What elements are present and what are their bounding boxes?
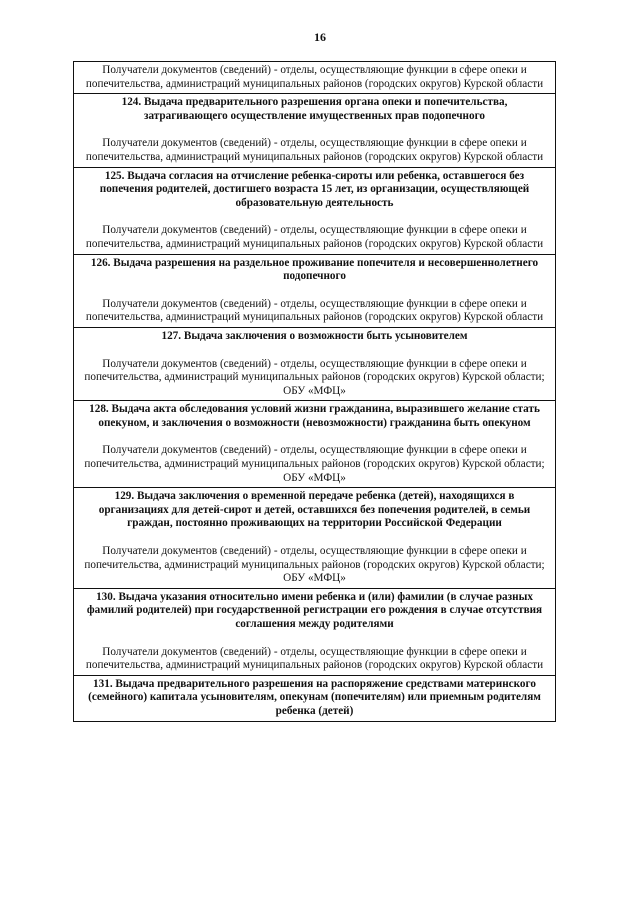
service-title: 128. Выдача акта обследования условий жизни гражданина, выразившего желание стать опекуном, и заключения о возможности (невозможности) гражданина быть опекуном	[89, 403, 540, 429]
table-row	[74, 328, 555, 401]
recipients-text: Получатели документов (сведений) - отделы, осуществляющие функции в сфере опеки и попечительства, администраций муниципальных районов (городских округов) Курской области; ОБУ «МФЦ»	[84, 357, 545, 397]
service-title: 127. Выдача заключения о возможности быть усыновителем	[161, 329, 468, 342]
recipients-text: Получатели документов (сведений) - отделы, осуществляющие функции в сфере опеки и попечительства, администраций муниципальных районов (городских округов) Курской области; ОБУ «МФЦ»	[84, 444, 545, 484]
services-table	[73, 61, 556, 722]
table-row	[74, 255, 555, 328]
table-row	[74, 488, 555, 589]
service-title: 125. Выдача согласия на отчисление ребенка-сироты или ребенка, оставшегося без попечения родителей, достигшего возраста 15 лет, из организации, осуществляющей образовательную деятельность	[99, 169, 530, 209]
table-row	[74, 62, 555, 94]
table-row	[74, 401, 555, 488]
recipients-text: Получатели документов (сведений) - отделы, осуществляющие функции в сфере опеки и попечительства, администраций муниципальных районов (городских округов) Курской области	[85, 137, 544, 163]
table-row	[74, 94, 555, 167]
service-title: 131. Выдача предварительного разрешения на распоряжение средствами материнского (семейного) капитала усыновителям, опекунам (попечителям) или приемным родителям ребенка (детей)	[88, 677, 541, 717]
recipients-text: Получатели документов (сведений) - отделы, осуществляющие функции в сфере опеки и попечительства, администраций муниципальных районов (городских округов) Курской области	[85, 645, 544, 672]
page-number: 16	[314, 30, 326, 44]
service-title: 126. Выдача разрешения на раздельное проживание попечителя и несовершеннолетнего подопечного	[90, 256, 539, 283]
recipients-text: Получатели документов (сведений) - отделы, осуществляющие функции в сфере опеки и попечительства, администраций муниципальных районов (городских округов) Курской области; ОБУ «МФЦ»	[84, 545, 545, 585]
recipients-text: Получатели документов (сведений) - отделы, осуществляющие функции в сфере опеки и попечительства, администраций муниципальных районов (городских округов) Курской области	[85, 64, 544, 90]
recipients-text: Получатели документов (сведений) - отделы, осуществляющие функции в сфере опеки и попечительства, администраций муниципальных районов (городских округов) Курской области	[85, 224, 544, 250]
table-row	[74, 168, 555, 255]
service-title: 130. Выдача указания относительно имени ребенка и (или) фамилии (в случае разных фамилий родителей) при государственной регистрации его рождения в случае отсутствия соглашения между родителями	[86, 590, 543, 630]
table-row	[74, 676, 555, 722]
service-title: 124. Выдача предварительного разрешения органа опеки и попечительства, затрагивающего осуществление имущественных прав подопечного	[121, 96, 508, 122]
table-row	[74, 589, 555, 676]
service-title: 129. Выдача заключения о временной передаче ребенка (детей), находящихся в организациях для детей-сирот и детей, оставшихся без попечения родителей, в семьи граждан, постоянно проживающих на территории Российской Федерации	[98, 490, 531, 530]
recipients-text: Получатели документов (сведений) - отделы, осуществляющие функции в сфере опеки и попечительства, администраций муниципальных районов (городских округов) Курской области	[85, 297, 544, 324]
